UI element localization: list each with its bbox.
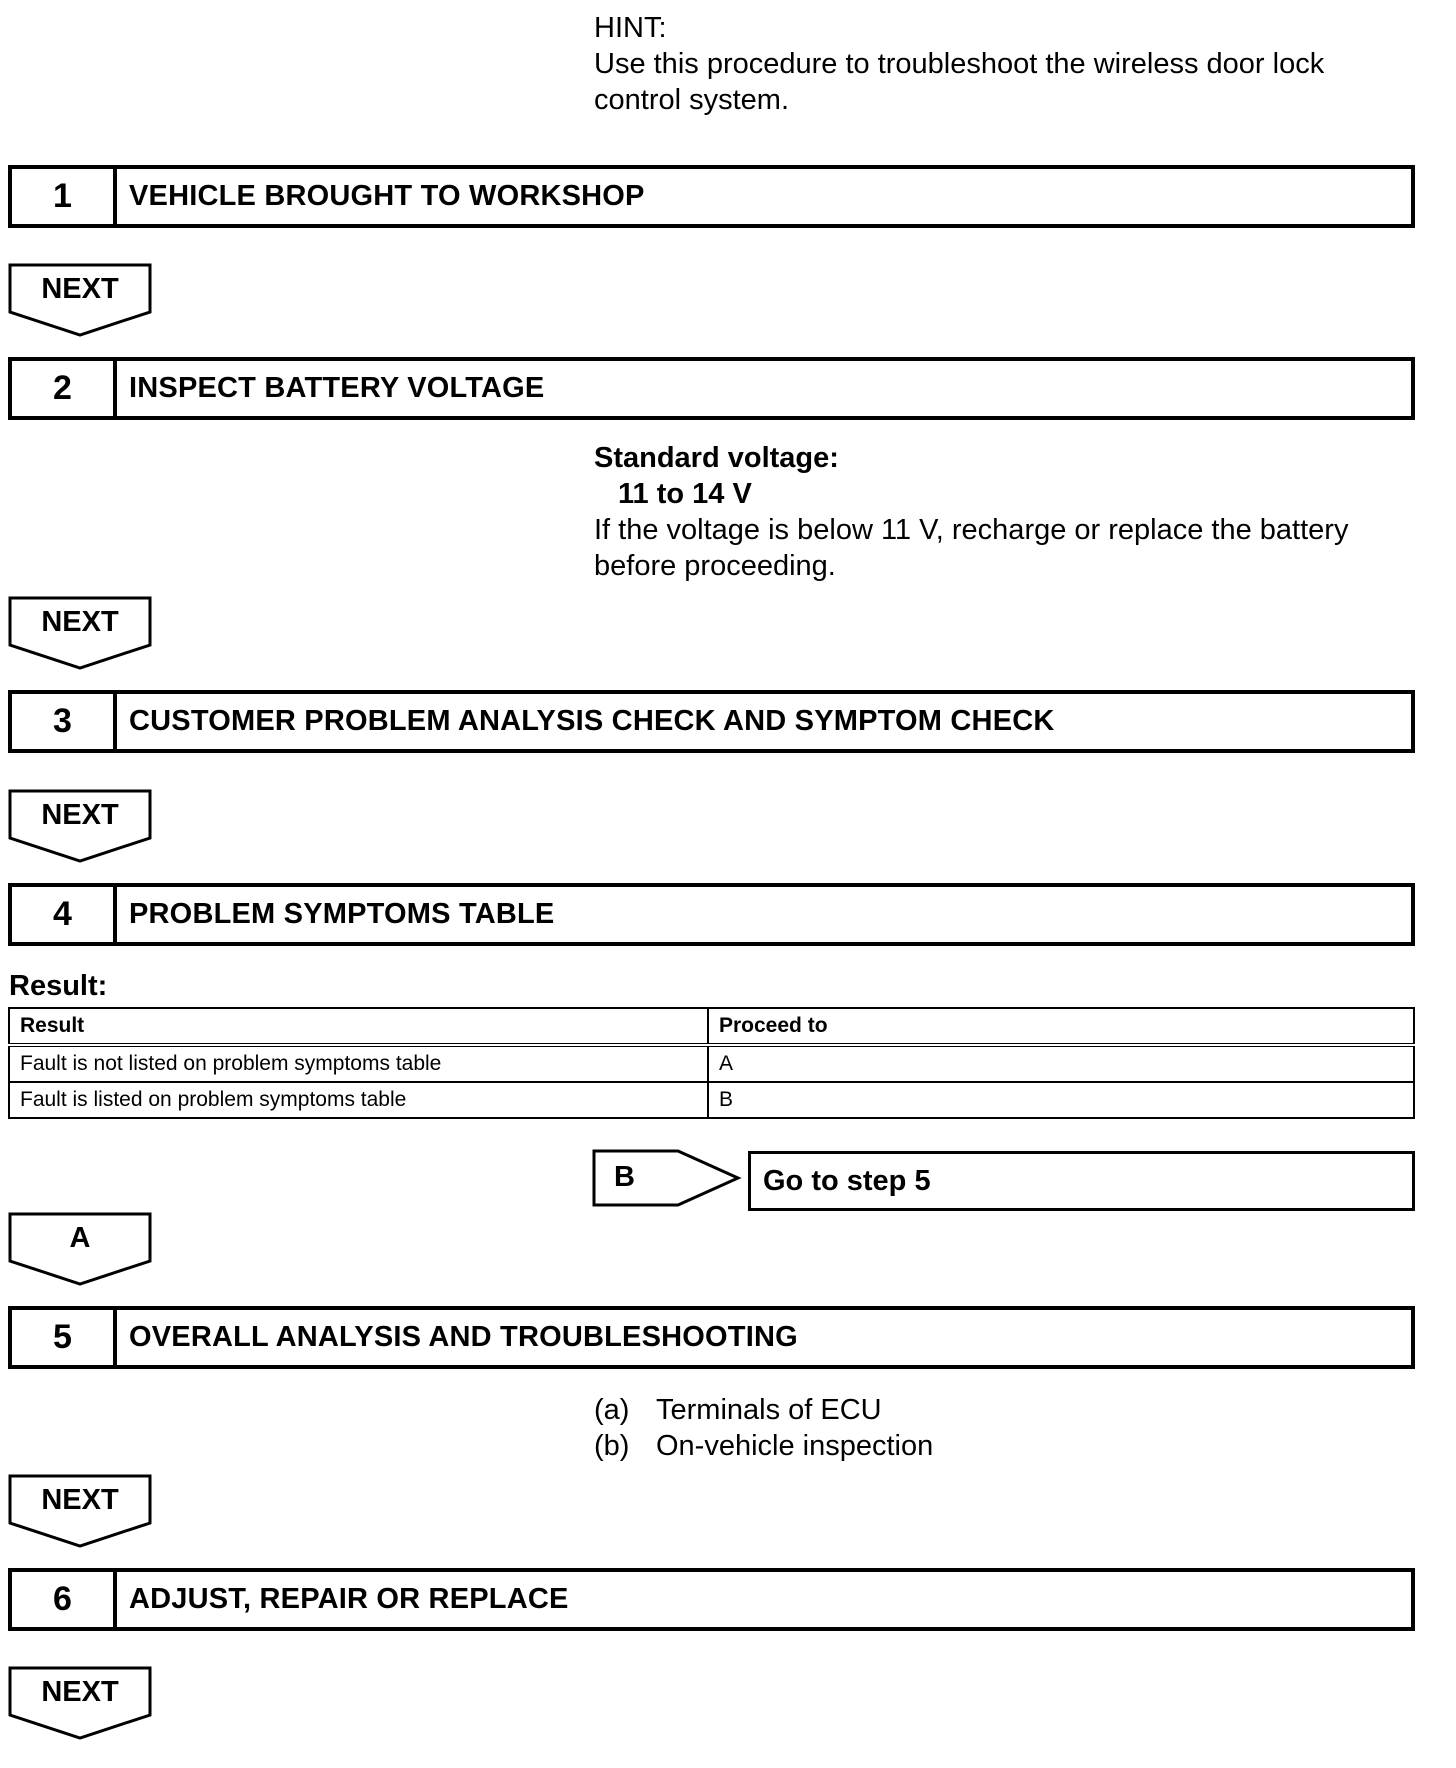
proceed-cell: A — [708, 1045, 1414, 1082]
step-3-box — [8, 690, 1415, 753]
list-marker: (b) — [594, 1430, 630, 1462]
list-text: On-vehicle inspection — [656, 1430, 934, 1462]
analysis-item — [594, 1428, 933, 1464]
voltage-note-line1: If the voltage is below 11 V, recharge or replace the battery — [594, 514, 1349, 546]
table-header-row — [9, 1008, 1414, 1045]
step-title: CUSTOMER PROBLEM ANALYSIS CHECK AND SYMPTOM CHECK — [129, 705, 1055, 737]
column-header-proceed-to: Proceed to — [708, 1008, 1414, 1045]
goto-step-box: Go to step 5 — [748, 1151, 1415, 1211]
standard-voltage-label: Standard voltage: — [594, 442, 839, 474]
voltage-note-line2: before proceeding. — [594, 550, 836, 582]
step-title: PROBLEM SYMPTOMS TABLE — [129, 898, 555, 930]
next-arrow — [8, 263, 152, 338]
next-arrow — [8, 596, 152, 671]
step-title: ADJUST, REPAIR OR REPLACE — [129, 1583, 569, 1615]
step-number: 5 — [12, 1310, 117, 1365]
step-6-box — [8, 1568, 1415, 1631]
analysis-item — [594, 1392, 882, 1428]
result-cell: Fault is listed on problem symptoms table — [9, 1082, 708, 1118]
step-1-box — [8, 165, 1415, 228]
result-table — [8, 1007, 1415, 1119]
a-arrow — [8, 1212, 152, 1287]
result-cell: Fault is not listed on problem symptoms table — [9, 1045, 708, 1082]
table-row — [9, 1045, 1414, 1082]
step-2-box — [8, 357, 1415, 420]
column-header-result: Result — [9, 1008, 708, 1045]
hint-text-line1: Use this procedure to troubleshoot the wireless door lock — [594, 48, 1325, 80]
next-arrow — [8, 1474, 152, 1549]
branch-label: B — [614, 1161, 635, 1193]
step-number: 6 — [12, 1572, 117, 1627]
next-label: NEXT — [41, 273, 119, 305]
step-number: 1 — [12, 169, 117, 224]
branch-b-arrow — [592, 1148, 742, 1208]
proceed-cell: B — [708, 1082, 1414, 1118]
a-label: A — [69, 1222, 91, 1254]
step-number: 4 — [12, 887, 117, 942]
list-text: Terminals of ECU — [656, 1394, 882, 1426]
hint-label: HINT: — [594, 12, 667, 44]
next-arrow — [8, 1666, 152, 1741]
table-row — [9, 1082, 1414, 1118]
result-heading: Result: — [9, 970, 108, 1002]
step-number: 2 — [12, 361, 117, 416]
list-marker: (a) — [594, 1394, 630, 1426]
step-title: INSPECT BATTERY VOLTAGE — [129, 372, 545, 404]
step-number: 3 — [12, 694, 117, 749]
step-title: OVERALL ANALYSIS AND TROUBLESHOOTING — [129, 1321, 798, 1353]
step-4-box — [8, 883, 1415, 946]
hint-text-line2: control system. — [594, 84, 789, 116]
next-label: NEXT — [41, 606, 119, 638]
standard-voltage-value: 11 to 14 V — [618, 478, 752, 510]
next-label: NEXT — [41, 1676, 119, 1708]
next-label: NEXT — [41, 1484, 119, 1516]
next-arrow — [8, 789, 152, 864]
next-label: NEXT — [41, 799, 119, 831]
step-5-box — [8, 1306, 1415, 1369]
step-title: VEHICLE BROUGHT TO WORKSHOP — [129, 180, 645, 212]
